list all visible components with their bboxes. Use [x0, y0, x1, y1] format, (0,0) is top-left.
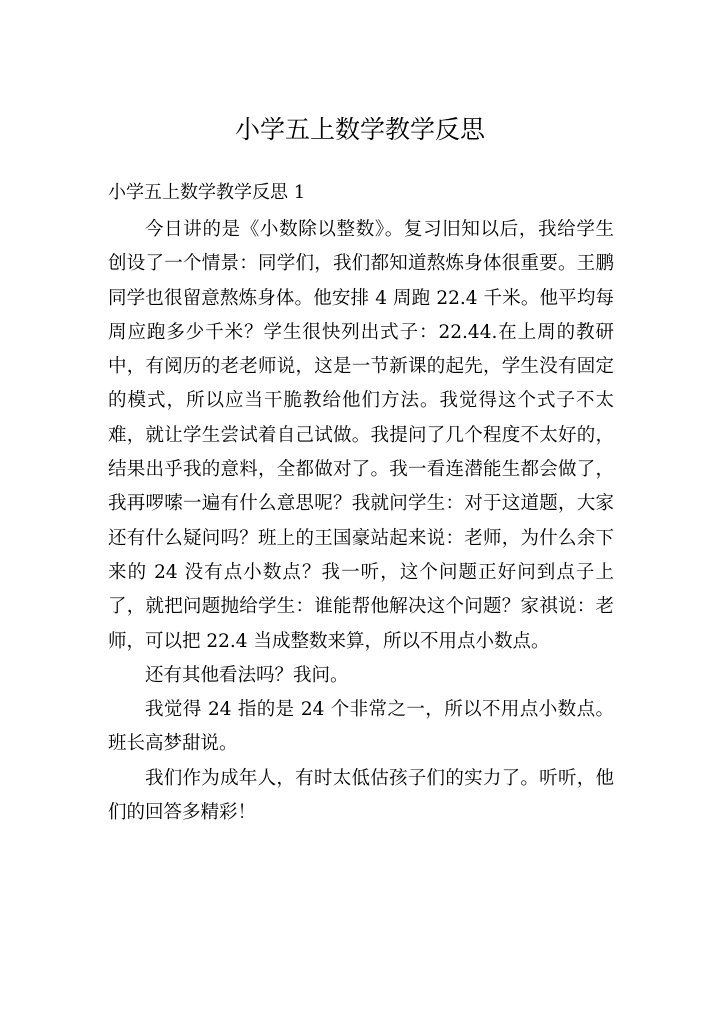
paragraph-3: 我觉得 24 指的是 24 个非常之一，所以不用点小数点。班长高梦甜说。 [108, 699, 614, 755]
paragraph-2: 还有其他看法吗？我问。 [145, 664, 349, 686]
document-title: 小学五上数学教学反思 [234, 115, 485, 144]
paragraph-1: 今日讲的是《小数除以整数》。复习旧知以后，我给学生创设了一个情景：同学们，我们都知道熬炼身体很重要。王鹏同学也很留意熬炼身体。他安排 4 周跑 22.4 千米。他平均每周应跑多少千米？学生很快列出式子：22.44.在上周的教研中，有阅历的老老师说，这是一节新课的起先，学生没有固定的模式，所以应当干脆教给他们方法。我觉得这个式子不太难，就让学生尝试着自己试做。我提问了几个程度不太好的，结果出乎我的意料，全都做对了。我一看连潜能生都会做了，我再啰嗦一遍有什么意思呢？我就问学生：对于这道题，大家还有什么疑问吗？班上的王国豪站起来说：老师，为什么余下来的 24 没有点小数点？我一听，这个问题正好问到点子上了，就把问题抛给学生：谁能帮他解决这个问题？家祺说：老师，可以把 22.4 当成整数来算，所以不用点小数点。 [108, 219, 614, 652]
document-body [108, 213, 614, 830]
section-heading: 小学五上数学教学反思 1 [108, 182, 306, 203]
paragraph-4: 我们作为成年人，有时太低估孩子们的实力了。听听，他们的回答多精彩！ [108, 767, 614, 824]
